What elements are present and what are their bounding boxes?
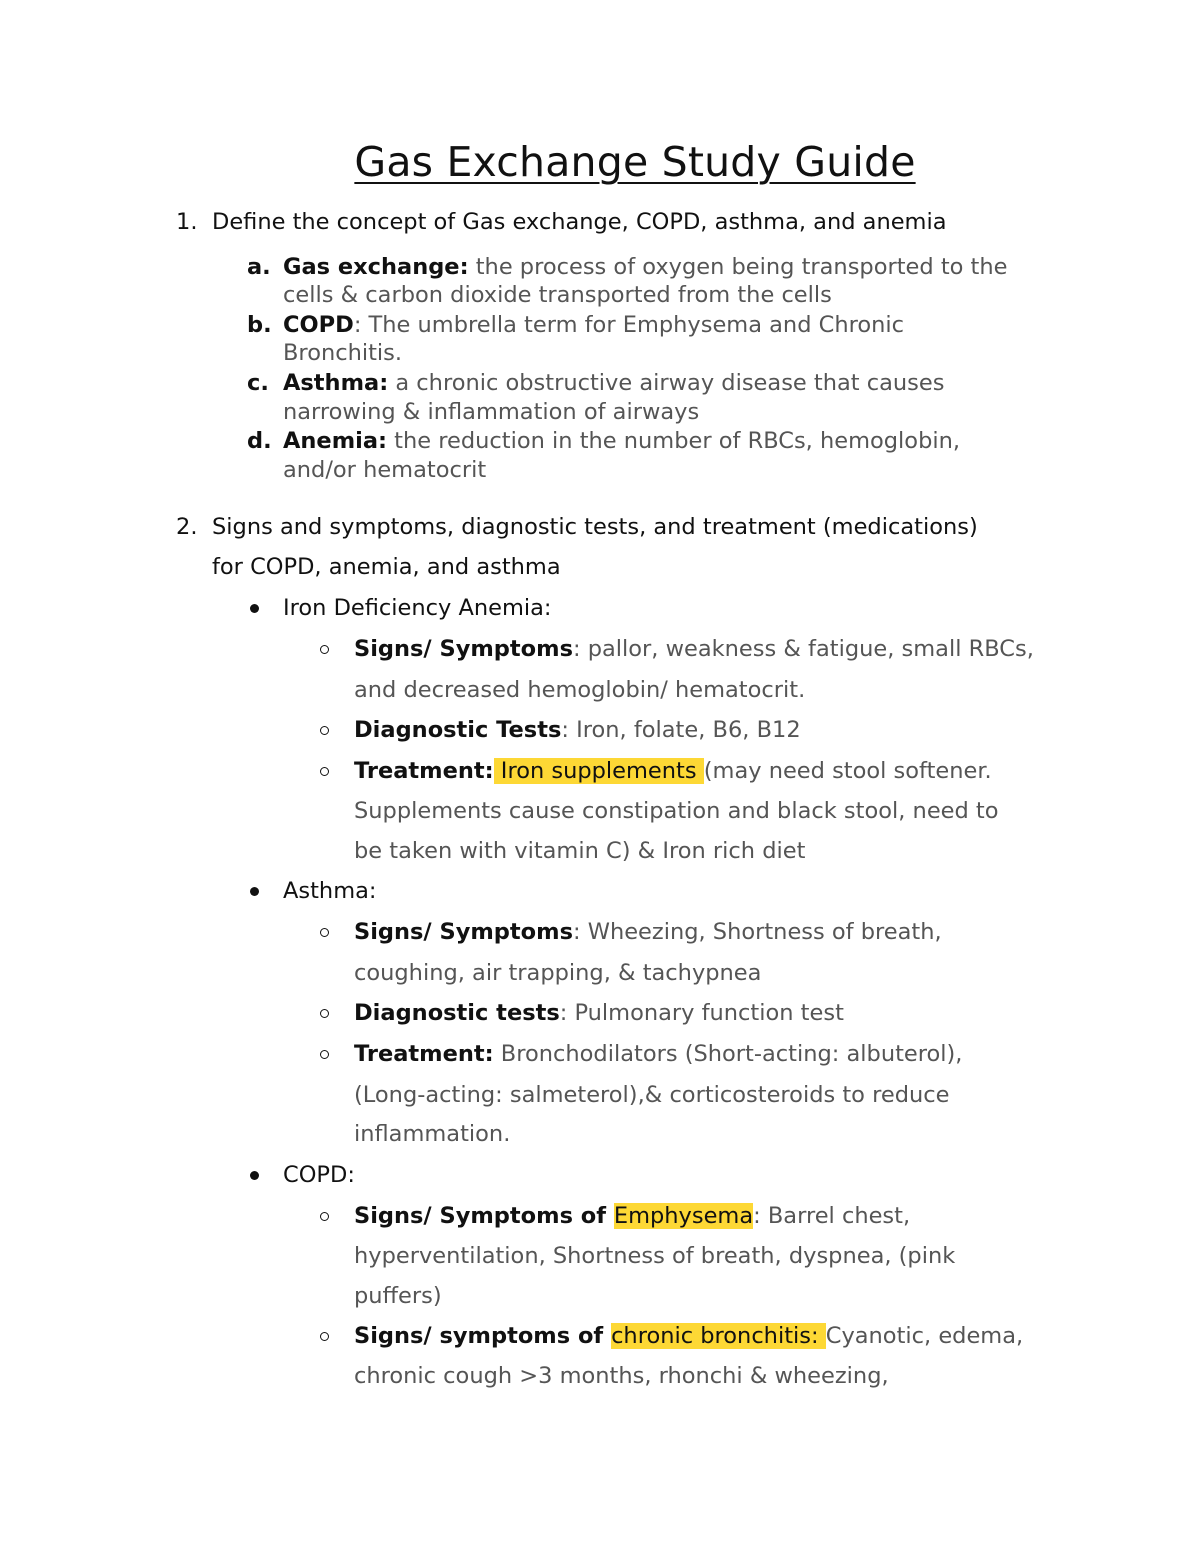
asthma-diag-line: [354, 998, 844, 1028]
item-b-line-2: Bronchitis.: [283, 340, 403, 366]
item-d-line-2: and/or hematocrit: [283, 457, 487, 483]
asthma-treat-text: Bronchodilators (Short-acting: albuterol),: [493, 1041, 963, 1067]
copd-emphysema-text: : Barrel chest,: [753, 1203, 911, 1229]
section-2-heading-line-1: Signs and symptoms, diagnostic tests, and treatment (medications): [212, 514, 978, 540]
copd-emphysema-line-3: puffers): [354, 1283, 442, 1309]
asthma-signs-text: : Wheezing, Shortness of breath,: [572, 919, 942, 945]
iron-signs-line-1: [354, 634, 1034, 664]
iron-anemia-label: Iron Deficiency Anemia:: [283, 595, 552, 621]
item-b-term: COPD: [283, 312, 354, 338]
asthma-label: Asthma:: [283, 878, 377, 904]
iron-treat-term: Treatment:: [354, 758, 494, 784]
item-c-marker: c.: [247, 370, 269, 396]
asthma-treat-line-2: (Long-acting: salmeterol),& corticosteroids to reduce: [354, 1082, 950, 1108]
circle-bullet-icon: [320, 1212, 329, 1221]
copd-bronchitis-term: Signs/ symptoms of: [354, 1323, 612, 1349]
copd-bronchitis-text: Cyanotic, edema,: [825, 1323, 1024, 1349]
bullet-icon: [250, 604, 259, 613]
item-d-term: Anemia:: [283, 428, 388, 454]
item-d-text: the reduction in the number of RBCs, hemoglobin,: [387, 428, 961, 454]
iron-treat-text: (may need stool softener.: [703, 758, 992, 784]
item-a-marker: a.: [247, 254, 271, 280]
asthma-treat-line-1: [354, 1039, 962, 1069]
item-c-text: a chronic obstructive airway disease that causes: [388, 370, 945, 396]
iron-treat-line-2: Supplements cause constipation and black stool, need to: [354, 798, 999, 824]
asthma-treat-line-3: inflammation.: [354, 1121, 511, 1147]
section-1-heading: Define the concept of Gas exchange, COPD, asthma, and anemia: [212, 209, 947, 235]
section-2-heading-line-2: for COPD, anemia, and asthma: [212, 554, 561, 580]
bullet-icon: [250, 1171, 259, 1180]
iron-diag-line: [354, 715, 801, 745]
iron-treat-line-1: [354, 756, 992, 786]
circle-bullet-icon: [320, 726, 329, 735]
circle-bullet-icon: [320, 1009, 329, 1018]
asthma-signs-line-2: coughing, air trapping, & tachypnea: [354, 960, 762, 986]
iron-diag-term: Diagnostic Tests: [354, 717, 562, 743]
circle-bullet-icon: [320, 1332, 329, 1341]
copd-emphysema-term: Signs/ Symptoms of: [354, 1203, 614, 1229]
item-b-line-1: [283, 310, 904, 340]
circle-bullet-icon: [320, 767, 329, 776]
iron-diag-text: : Iron, folate, B6, B12: [561, 717, 801, 743]
item-c-line-1: [283, 368, 944, 398]
asthma-treat-term: Treatment:: [354, 1041, 494, 1067]
page-title: Gas Exchange Study Guide: [354, 138, 916, 186]
item-d-line-1: [283, 426, 960, 456]
item-b-text: : The umbrella term for Emphysema and Chronic: [353, 312, 904, 338]
copd-label: COPD:: [283, 1162, 355, 1188]
asthma-diag-text: : Pulmonary function test: [559, 1000, 844, 1026]
iron-treat-highlight: Iron supplements: [493, 758, 704, 784]
item-a-term: Gas exchange:: [283, 254, 469, 280]
iron-signs-term: Signs/ Symptoms: [354, 636, 573, 662]
section-2-number: 2.: [176, 514, 198, 540]
iron-treat-line-3: be taken with vitamin C) & Iron rich diet: [354, 838, 806, 864]
item-a-line-1: [283, 252, 1007, 282]
section-1-number: 1.: [176, 209, 198, 235]
copd-emphysema-line-1: [354, 1201, 910, 1231]
copd-emphysema-highlight: Emphysema: [613, 1203, 754, 1229]
item-c-line-2: narrowing & inflammation of airways: [283, 399, 700, 425]
circle-bullet-icon: [320, 1050, 329, 1059]
item-c-term: Asthma:: [283, 370, 389, 396]
copd-bronchitis-line-1: [354, 1321, 1023, 1351]
iron-signs-line-2: and decreased hemoglobin/ hematocrit.: [354, 677, 806, 703]
item-d-marker: d.: [247, 428, 272, 454]
item-a-text: the process of oxygen being transported to the: [468, 254, 1008, 280]
asthma-signs-term: Signs/ Symptoms: [354, 919, 573, 945]
asthma-diag-term: Diagnostic tests: [354, 1000, 560, 1026]
iron-signs-text: : pallor, weakness & fatigue, small RBCs,: [572, 636, 1034, 662]
copd-emphysema-line-2: hyperventilation, Shortness of breath, dyspnea, (pink: [354, 1243, 956, 1269]
circle-bullet-icon: [320, 928, 329, 937]
copd-bronchitis-highlight: chronic bronchitis:: [611, 1323, 826, 1349]
item-a-line-2: cells & carbon dioxide transported from the cells: [283, 282, 832, 308]
item-b-marker: b.: [247, 312, 272, 338]
circle-bullet-icon: [320, 645, 329, 654]
copd-bronchitis-line-2: chronic cough >3 months, rhonchi & wheezing,: [354, 1363, 889, 1389]
bullet-icon: [250, 887, 259, 896]
asthma-signs-line-1: [354, 917, 942, 947]
